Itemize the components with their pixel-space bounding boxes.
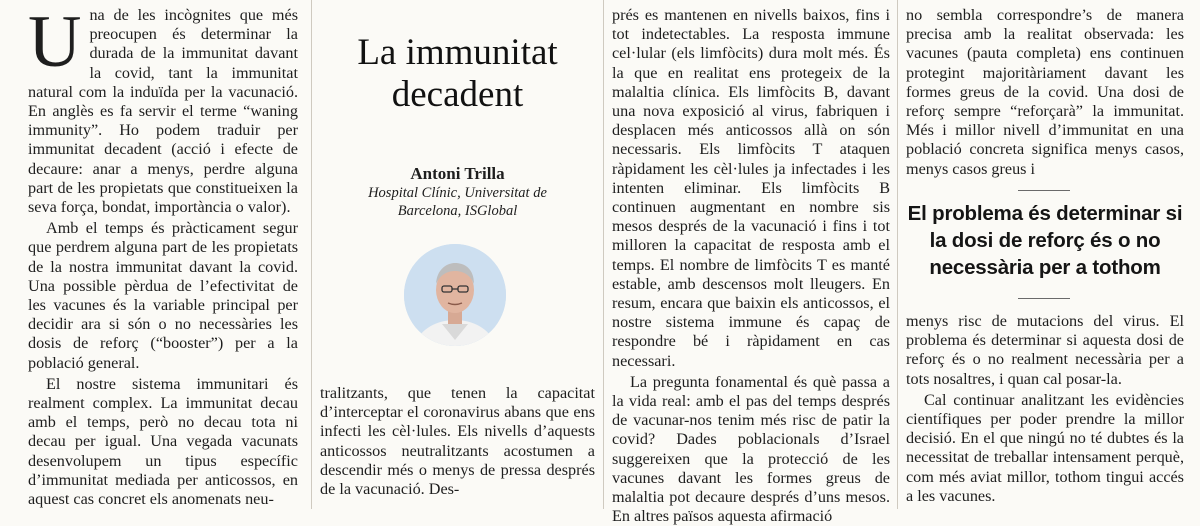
column-rule xyxy=(897,0,898,509)
paragraph: no sembla correspondre’s de manera precisa amb la realitat observada: les vacunes (pauta completa) ens continuen protegint majoritàriament davant les formes greus de la covid. Una dosi de reforç sempre “reforçarà” la immunitat. Més i millor nivell d’immunitat en una població concreta significa menys casos, menys casos greus i xyxy=(906,6,1184,178)
paragraph: Cal continuar analitzant les evidències científiques per poder prendre la millor decisió. En el que ningú no té dubtes és la necessitat de treballar intensament perquè, com més aviat millor, tothom tingui accés a les vacunes. xyxy=(906,390,1184,505)
paragraph: prés es mantenen en nivells baixos, fins i tot indetectables. La resposta immune cel·lular (els limfòcits) dura molt més. És la que en realitat ens protegeix de la malaltia clínica. Els limfòcits B, davant una nova exposició al virus, fabriquen i desplacen més anticossos allà on són necessaris. Els limfòcits T ataquen ràpidament les cèl·lules ja infectades i les intenten eliminar. Els limfòcits B continuen augmentant en nombre sis mesos després de la vacunació i fins i tot milloren la capacitat de resposta amb el temps. El nombre de limfòcits T es manté estable, amb descensos molt lleugers. En resum, encara que baixin els anticossos, el nostre sistema immune és capaç de respondre bé i ràpidament en cas necessari. xyxy=(612,6,890,370)
drop-cap: U xyxy=(28,1,82,83)
paragraph: El nostre sistema immunitari és realment complex. La immunitat decau amb el temps, però no decau tota ni decau per igual. Una vegada vacunats desenvolupem un tipus específic d’immunitat mediada per anticossos, en aquest cas concret els anomenats neu- xyxy=(28,374,298,509)
paragraph: Amb el temps és pràcticament segur que perdrem alguna part de les propietats de la nostra immunitat davant la covid. Una possible pèrdua de l’efectivitat de les vacunes és la variable principal per decidir ara si són o no necessàries les dosis de reforç (“booster”) per a la població general. xyxy=(28,219,298,372)
article-title: La immunitat decadent xyxy=(357,32,558,115)
pullquote: El problema és determinar si la dosi de reforç és o no necessària per a tothom xyxy=(907,202,1183,279)
article-column-4-continued xyxy=(906,312,1184,506)
paragraph: Una de les incògnites que més preocupen és determinar la durada de la immunitat davant la covid, tant la immunitat natural com la induïda per la vacunació. En anglès es fa servir el terme “waning immunity”. Ho podem traduir per immunitat decadent (acció i efecte de decaure: anar a menys, perdre alguna part de les propietats que constitueixen la seva força, bondat, importància o valor). xyxy=(28,1,298,217)
article-column-2 xyxy=(320,384,595,499)
author-affiliation: Hospital Clínic, Universitat de Barcelona, ISGlobal xyxy=(368,185,547,219)
byline xyxy=(320,164,595,220)
article-column-4 xyxy=(906,6,1184,179)
paragraph: La pregunta fonamental és què passa a la vida real: amb el pas del temps després de vacunar-nos tenim més risc de patir la covid? Dades poblacionals d’Israel suggereixen que la protecció de les vacunes davant les formes greus de malaltia pot decaure després d’uns mesos. En altres països aquesta afirmació xyxy=(612,372,890,526)
paragraph: menys risc de mutacions del virus. El problema és determinar si aquesta dosi de reforç és o no realment necessària per a tots nosaltres, i quan cal posar-la. xyxy=(906,312,1184,388)
article-column-1 xyxy=(28,1,298,509)
pullquote-rule-top xyxy=(1018,190,1070,191)
column-rule xyxy=(311,0,312,509)
pullquote-rule-bottom xyxy=(1018,298,1070,299)
author-name: Antoni Trilla xyxy=(410,164,505,183)
author-photo xyxy=(404,244,506,346)
article-column-3 xyxy=(612,6,890,526)
paragraph: tralitzants, que tenen la capacitat d’interceptar el coronavirus abans que ens infecti les cèl·lules. Els nivells d’aquests anticossos neutralitzants acostumen a descendir més o menys de pressa després de la vacunació. Des- xyxy=(320,384,595,499)
column-rule xyxy=(603,0,604,509)
